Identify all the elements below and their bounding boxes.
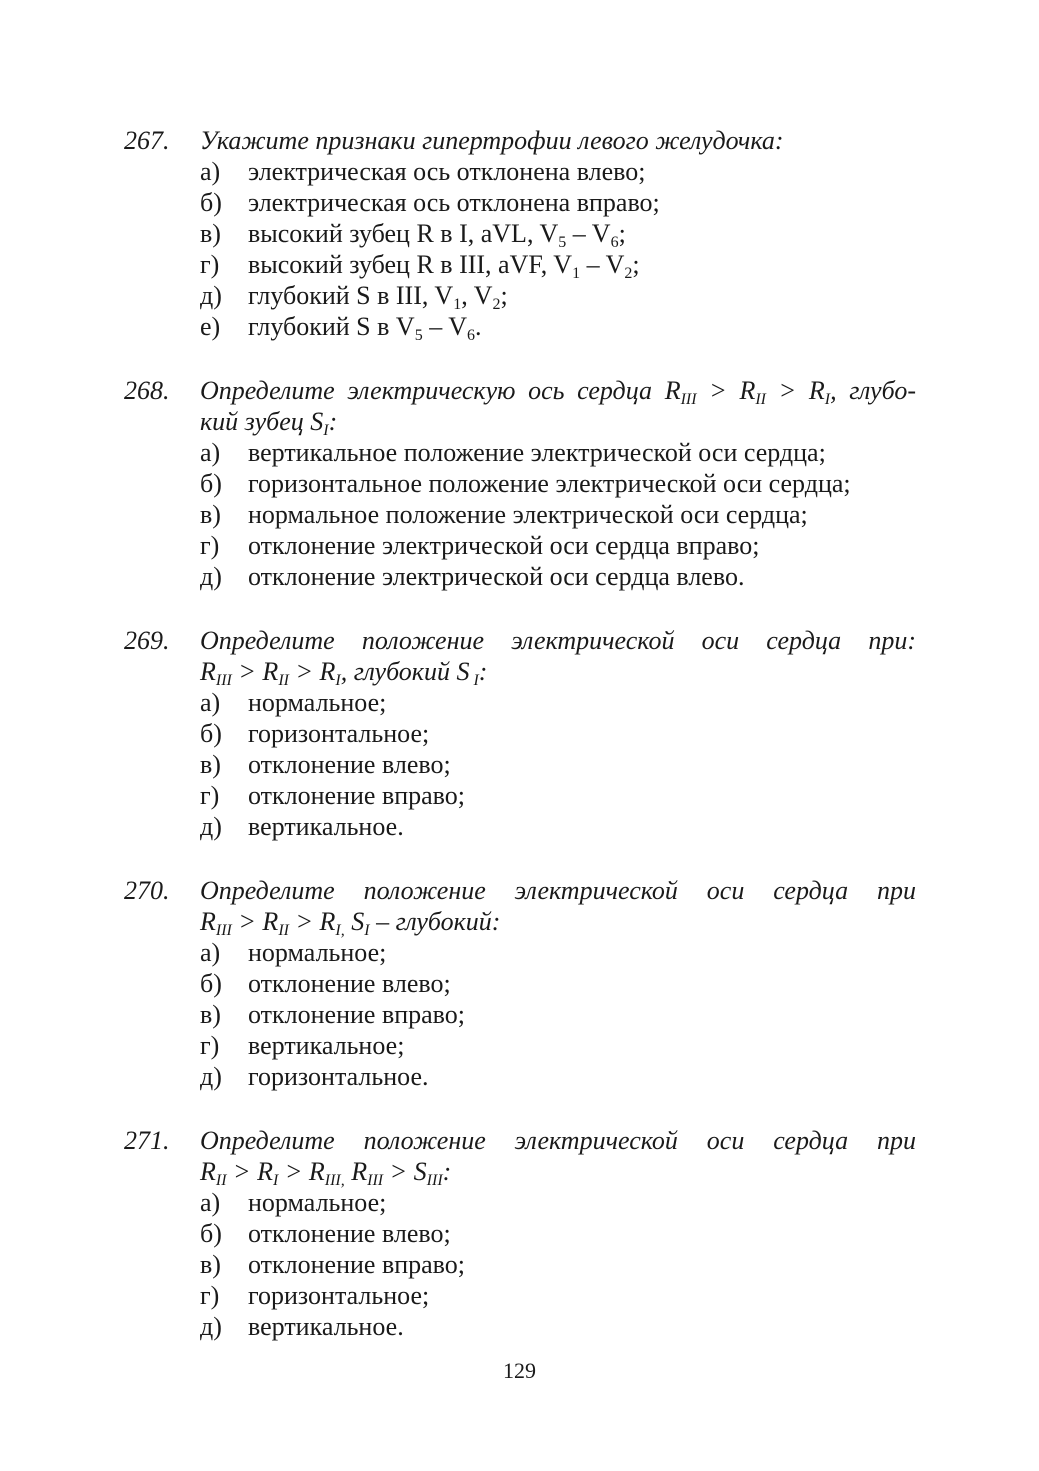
option-text: отклонение электрической оси сердца вправо; bbox=[248, 531, 760, 560]
option-text: горизонтальное; bbox=[248, 719, 430, 748]
option-letter: а) bbox=[200, 688, 221, 717]
options-list bbox=[200, 156, 916, 342]
option-letter: б) bbox=[200, 188, 222, 217]
option-letter: д) bbox=[200, 1062, 222, 1091]
question-header bbox=[124, 1125, 916, 1187]
option-text: электрическая ось отклонена влево; bbox=[248, 157, 646, 186]
option-item bbox=[200, 1030, 916, 1061]
option-item bbox=[200, 1218, 916, 1249]
option-item bbox=[200, 468, 916, 499]
option-text: нормальное; bbox=[248, 1188, 387, 1217]
option-item bbox=[200, 1280, 916, 1311]
option-text: горизонтальное положение электрической оси сердца; bbox=[248, 469, 851, 498]
question-header bbox=[124, 375, 916, 437]
question-271 bbox=[124, 1125, 916, 1342]
question-text: Укажите признаки гипертрофии левого желудочка: bbox=[200, 126, 784, 155]
option-item bbox=[200, 937, 916, 968]
option-item bbox=[200, 1249, 916, 1280]
option-item bbox=[200, 280, 916, 311]
option-letter: д) bbox=[200, 562, 222, 591]
option-item bbox=[200, 749, 916, 780]
option-letter: в) bbox=[200, 1250, 221, 1279]
question-text: Определите электрическую ось сердца $R_{III} > R_{II} > R_I$, глубо- кий зубец $S_I$: bbox=[200, 376, 916, 439]
options-list bbox=[200, 687, 916, 842]
option-letter: а) bbox=[200, 1188, 221, 1217]
question-text: Определите положение электрической оси сердца при $R_{III} > R_{II} > R_{I,}$ $S_I$ – глубокий: bbox=[200, 876, 916, 939]
option-item bbox=[200, 156, 916, 187]
option-letter: а) bbox=[200, 438, 221, 467]
option-text: электрическая ось отклонена вправо; bbox=[248, 188, 660, 217]
option-item bbox=[200, 249, 916, 280]
options-list bbox=[200, 937, 916, 1092]
option-letter: в) bbox=[200, 750, 221, 779]
option-text: высокий зубец R в I, aVL, $V_5 - V_6$; bbox=[248, 219, 626, 251]
option-text: глубокий S в $V_5 - V_6$. bbox=[248, 312, 482, 344]
option-item bbox=[200, 718, 916, 749]
option-item bbox=[200, 437, 916, 468]
option-item bbox=[200, 499, 916, 530]
option-item bbox=[200, 968, 916, 999]
option-text: отклонение влево; bbox=[248, 750, 451, 779]
page-number: 129 bbox=[503, 1358, 536, 1383]
option-letter: д) bbox=[200, 812, 222, 841]
option-letter: а) bbox=[200, 157, 221, 186]
option-letter: д) bbox=[200, 1312, 222, 1341]
options-list bbox=[200, 1187, 916, 1342]
option-item bbox=[200, 561, 916, 592]
option-letter: г) bbox=[200, 250, 220, 279]
question-header bbox=[124, 875, 916, 937]
question-text: Определите положение электрической оси сердца при: $R_{III} > R_{II} > R_I$, глубокий S $_I$: bbox=[200, 626, 916, 689]
question-number: 268. bbox=[124, 376, 170, 405]
option-text: нормальное положение электрической оси сердца; bbox=[248, 500, 808, 529]
options-list bbox=[200, 437, 916, 592]
option-item bbox=[200, 1061, 916, 1092]
option-text: вертикальное. bbox=[248, 812, 404, 841]
option-text: горизонтальное. bbox=[248, 1062, 429, 1091]
question-number: 267. bbox=[124, 126, 170, 155]
option-text: нормальное; bbox=[248, 938, 387, 967]
option-letter: а) bbox=[200, 938, 221, 967]
option-item bbox=[200, 1187, 916, 1218]
question-text: Определите положение электрической оси сердца при $R_{II} > R_I > R_{III,}$ $R_{III} > S_{III}$: bbox=[200, 1126, 916, 1189]
question-269 bbox=[124, 625, 916, 842]
question-270 bbox=[124, 875, 916, 1092]
option-letter: б) bbox=[200, 469, 222, 498]
option-item bbox=[200, 999, 916, 1030]
option-text: вертикальное. bbox=[248, 1312, 404, 1341]
option-text: нормальное; bbox=[248, 688, 387, 717]
option-text: отклонение электрической оси сердца влево. bbox=[248, 562, 745, 591]
option-item bbox=[200, 530, 916, 561]
option-text: отклонение вправо; bbox=[248, 1250, 466, 1279]
question-header bbox=[124, 625, 916, 687]
question-number: 271. bbox=[124, 1126, 170, 1155]
option-text: горизонтальное; bbox=[248, 1281, 430, 1310]
option-item bbox=[200, 811, 916, 842]
option-letter: е) bbox=[200, 312, 221, 341]
option-letter: г) bbox=[200, 781, 220, 810]
option-letter: в) bbox=[200, 500, 221, 529]
option-letter: г) bbox=[200, 1281, 220, 1310]
option-letter: д) bbox=[200, 281, 222, 310]
question-number: 270. bbox=[124, 876, 170, 905]
option-text: высокий зубец R в III, aVF, $V_1 - V_2$; bbox=[248, 250, 640, 282]
question-header bbox=[124, 125, 916, 156]
question-268 bbox=[124, 375, 916, 592]
option-letter: в) bbox=[200, 1000, 221, 1029]
option-text: глубокий S в III, $V_1$, $V_2$; bbox=[248, 281, 508, 313]
option-text: отклонение влево; bbox=[248, 969, 451, 998]
option-text: вертикальное; bbox=[248, 1031, 405, 1060]
question-267 bbox=[124, 125, 916, 342]
option-text: отклонение вправо; bbox=[248, 1000, 466, 1029]
option-letter: г) bbox=[200, 531, 220, 560]
option-item bbox=[200, 687, 916, 718]
option-text: отклонение влево; bbox=[248, 1219, 451, 1248]
option-text: вертикальное положение электрической оси сердца; bbox=[248, 438, 826, 467]
option-item bbox=[200, 218, 916, 249]
option-item bbox=[200, 1311, 916, 1342]
option-item bbox=[200, 311, 916, 342]
option-letter: б) bbox=[200, 969, 222, 998]
option-letter: б) bbox=[200, 1219, 222, 1248]
option-item bbox=[200, 780, 916, 811]
question-number: 269. bbox=[124, 626, 170, 655]
option-letter: г) bbox=[200, 1031, 220, 1060]
option-text: отклонение вправо; bbox=[248, 781, 466, 810]
option-letter: б) bbox=[200, 719, 222, 748]
option-item bbox=[200, 187, 916, 218]
option-letter: в) bbox=[200, 219, 221, 248]
